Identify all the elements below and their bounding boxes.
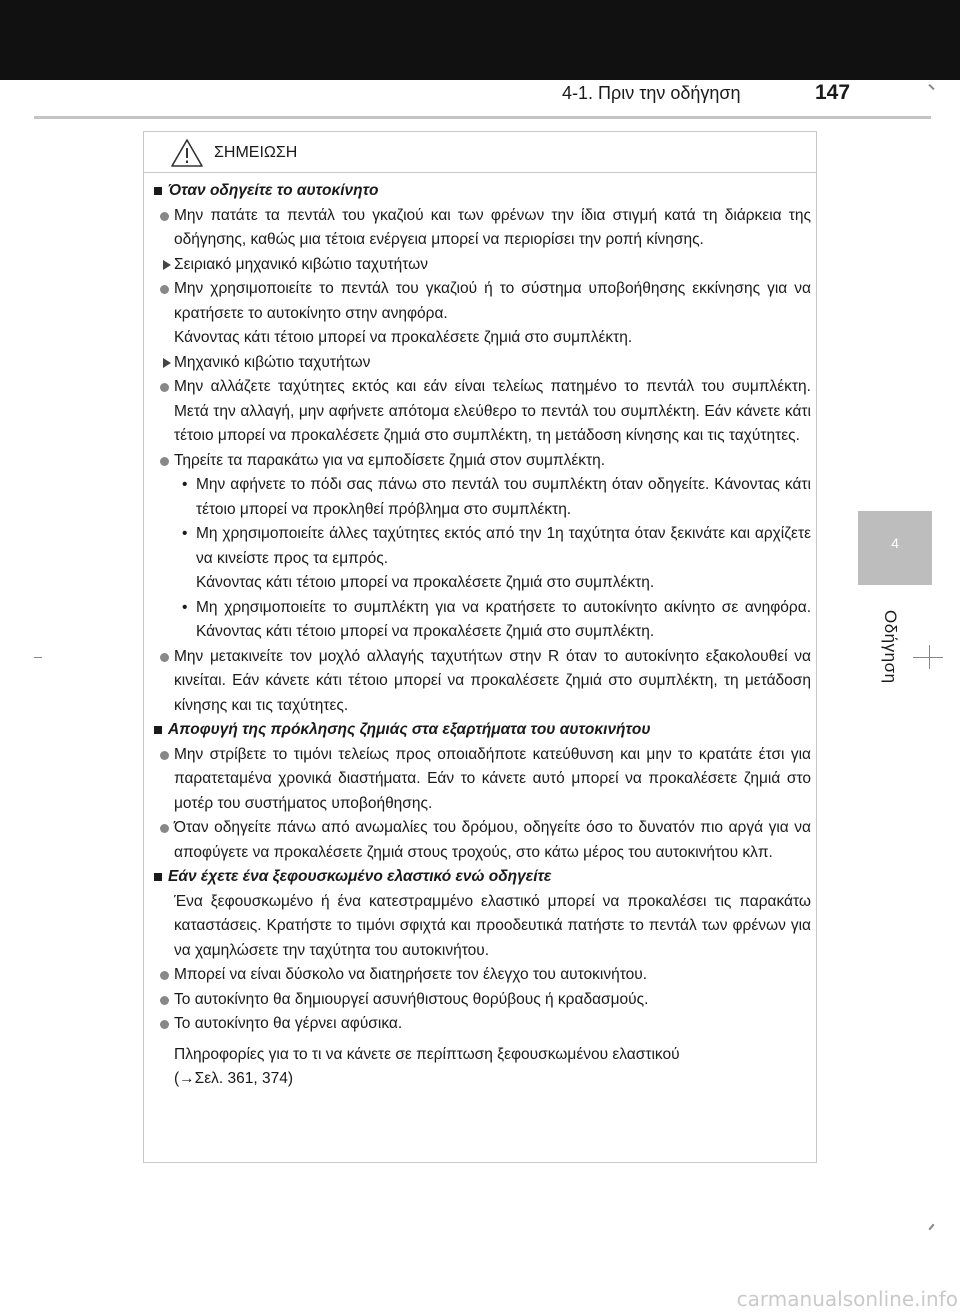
- section-outro: [154, 1043, 811, 1092]
- bullet-text: Όταν οδηγείτε πάνω από ανωμαλίες του δρόμου, οδηγείτε όσο το δυνατόν πιο αργά για να αποφύγετε να προκαλέσετε ζημιά στους τροχούς, στο κάτω μέρος του αυτοκινήτου κλπ.: [174, 819, 811, 861]
- circle-bullet-icon: [160, 383, 169, 392]
- sub-item: [154, 522, 811, 596]
- chapter-label: Οδήγηση: [881, 610, 900, 684]
- crop-mark-left: [34, 657, 42, 658]
- note-title: ΣΗΜΕΙΩΣΗ: [214, 144, 298, 161]
- watermark: carmanualsonline.info: [736, 1287, 958, 1311]
- crop-mark-top-right: [928, 84, 934, 90]
- circle-bullet-icon: [160, 285, 169, 294]
- bullet-item: [154, 645, 811, 719]
- top-black-bar: [0, 0, 960, 80]
- subheading-text: Σειριακό μηχανικό κιβώτιο ταχυτήτων: [174, 255, 429, 273]
- note-header: [144, 132, 816, 173]
- section-heading: [154, 179, 811, 204]
- arrow-right-icon: [163, 260, 171, 270]
- circle-bullet-icon: [160, 457, 169, 466]
- outro-text: Πληροφορίες για το τι να κάνετε σε περίπτωση ξεφουσκωμένου ελαστικού: [174, 1045, 680, 1063]
- page-number: 147: [815, 81, 851, 104]
- bullet-text: Το αυτοκίνητο θα γέρνει αφύσικα.: [174, 1015, 403, 1032]
- sub-item-text-continued: Κάνοντας κάτι τέτοιο μπορεί να προκαλέσετε ζημιά στο συμπλέκτη.: [196, 574, 655, 591]
- warning-triangle-icon: [170, 138, 204, 168]
- crop-mark-right-v: [929, 645, 930, 669]
- circle-bullet-icon: [160, 653, 169, 662]
- bullet-item: [154, 816, 811, 865]
- header-rule: [34, 116, 931, 119]
- sub-item-text: Μην αφήνετε το πόδι σας πάνω στο πεντάλ του συμπλέκτη όταν οδηγείτε. Κάνοντας κάτι τέτοιο μπορεί να προκληθεί πρόβλημα στο συμπλέκτη.: [196, 476, 811, 518]
- circle-bullet-icon: [160, 1020, 169, 1029]
- circle-bullet-icon: [160, 212, 169, 221]
- section-heading: [154, 718, 811, 743]
- crop-mark-right-h: [913, 657, 943, 658]
- section-intro: Ένα ξεφουσκωμένο ή ένα κατεστραμμένο ελαστικό μπορεί να προκαλέσει τις παρακάτω καταστάσεις. Κρατήστε το τιμόνι σφιχτά και προοδευτικά πατήστε το πεντάλ των φρένων για να χαμηλώσετε την ταχύτητα του αυτοκινήτου.: [174, 892, 811, 959]
- note-box: [143, 131, 817, 1163]
- section-header: 4-1. Πριν την οδήγηση: [562, 83, 741, 103]
- sub-bullet-icon: •: [182, 598, 188, 616]
- bullet-item: [154, 375, 811, 449]
- sub-item: [154, 596, 811, 645]
- bullet-text: Το αυτοκίνητο θα δημιουργεί ασυνήθιστους θορύβους ή κραδασμούς.: [174, 990, 649, 1008]
- circle-bullet-icon: [160, 996, 169, 1005]
- chapter-number: 4: [891, 535, 899, 551]
- section-heading-text: Όταν οδηγείτε το αυτοκίνητο: [168, 182, 379, 199]
- bullet-item: [154, 963, 811, 988]
- section-heading-text: Εάν έχετε ένα ξεφουσκωμένο ελαστικό ενώ οδηγείτε: [168, 868, 552, 885]
- bullet-text: Μην μετακινείτε τον μοχλό αλλαγής ταχυτήτων στην R όταν το αυτοκίνητο εξακολουθεί να κινείται. Εάν κάνετε κάτι τέτοιο μπορεί να προκαλέσετε ζημιά στο συμπλέκτη, τη μετάδοση κίνησης και τις ταχύτητες.: [174, 647, 811, 714]
- page-reference-link[interactable]: (→Σελ. 361, 374): [174, 1070, 294, 1087]
- bullet-text: Μην αλλάζετε ταχύτητες εκτός και εάν είναι τελείως πατημένο το πεντάλ του συμπλέκτη. Μετά την αλλαγή, μην αφήνετε απότομα ελεύθερο το πεντάλ του συμπλέκτη. Εάν κάνετε κάτι τέτοιο μπορεί να προκαλέσετε ζημιά στο συμπλέκτη, τη μετάδοση κίνησης και τις ταχύτητες.: [174, 378, 811, 444]
- bullet-text: Μην πατάτε τα πεντάλ του γκαζιού και των φρένων την ίδια στιγμή κατά τη διάρκεια της οδήγησης, καθώς μια τέτοια ενέργεια μπορεί να περιορίσει την ροπή κίνησης.: [174, 206, 811, 248]
- sub-item-text: Μη χρησιμοποιείτε το συμπλέκτη για να κρατήσετε το αυτοκίνητο ακίνητο σε ανηφόρα. Κάνοντας κάτι τέτοιο μπορεί να προκαλέσετε ζημιά στο συμπλέκτη.: [196, 598, 811, 640]
- circle-bullet-icon: [160, 824, 169, 833]
- circle-bullet-icon: [160, 751, 169, 760]
- subheading: [154, 253, 811, 278]
- bullet-item: [154, 1012, 811, 1037]
- bullet-text: Μην χρησιμοποιείτε το πεντάλ του γκαζιού ή το σύστημα υποβοήθησης εκκίνησης για να κρατήσετε το αυτοκίνητο στην ανηφόρα.: [174, 280, 811, 322]
- sub-item: [154, 473, 811, 522]
- note-content: [154, 179, 811, 1092]
- bullet-text-continued: Κάνοντας κάτι τέτοιο μπορεί να προκαλέσετε ζημιά στο συμπλέκτη.: [174, 329, 633, 346]
- sub-bullet-icon: •: [182, 525, 188, 542]
- square-bullet-icon: [154, 187, 162, 195]
- crop-mark-bottom-right: [928, 1224, 934, 1231]
- sub-bullet-icon: •: [182, 476, 188, 493]
- square-bullet-icon: [154, 726, 162, 734]
- subheading: [154, 351, 811, 376]
- bullet-item: [154, 988, 811, 1013]
- bullet-item: [154, 204, 811, 253]
- bullet-item: [154, 449, 811, 474]
- bullet-item: [154, 277, 811, 351]
- bullet-text: Τηρείτε τα παρακάτω για να εμποδίσετε ζημιά στον συμπλέκτη.: [174, 451, 606, 469]
- bullet-item: [154, 743, 811, 817]
- section-heading-text: Αποφυγή της πρόκλησης ζημιάς στα εξαρτήματα του αυτοκινήτου: [168, 721, 651, 738]
- bullet-text: Μπορεί να είναι δύσκολο να διατηρήσετε τον έλεγχο του αυτοκινήτου.: [174, 966, 648, 983]
- chapter-tab: [858, 511, 932, 585]
- section-heading: [154, 865, 811, 890]
- arrow-right-icon: [163, 358, 171, 368]
- subheading-text: Μηχανικό κιβώτιο ταχυτήτων: [174, 353, 371, 371]
- sub-item-text: Μη χρησιμοποιείτε άλλες ταχύτητες εκτός από την 1η ταχύτητα όταν ξεκινάτε και αρχίζετε να κινείστε προς τα εμπρός.: [196, 525, 811, 567]
- bullet-text: Μην στρίβετε το τιμόνι τελείως προς οποιαδήποτε κατεύθυνση και μην το κρατάτε έτσι για παρατεταμένα χρονικά διαστήματα. Εάν το κάνετε αυτό μπορεί να προκαλέσετε ζημιά στο μοτέρ του συστήματος υποβοήθησης.: [174, 745, 811, 812]
- circle-bullet-icon: [160, 971, 169, 980]
- square-bullet-icon: [154, 873, 162, 881]
